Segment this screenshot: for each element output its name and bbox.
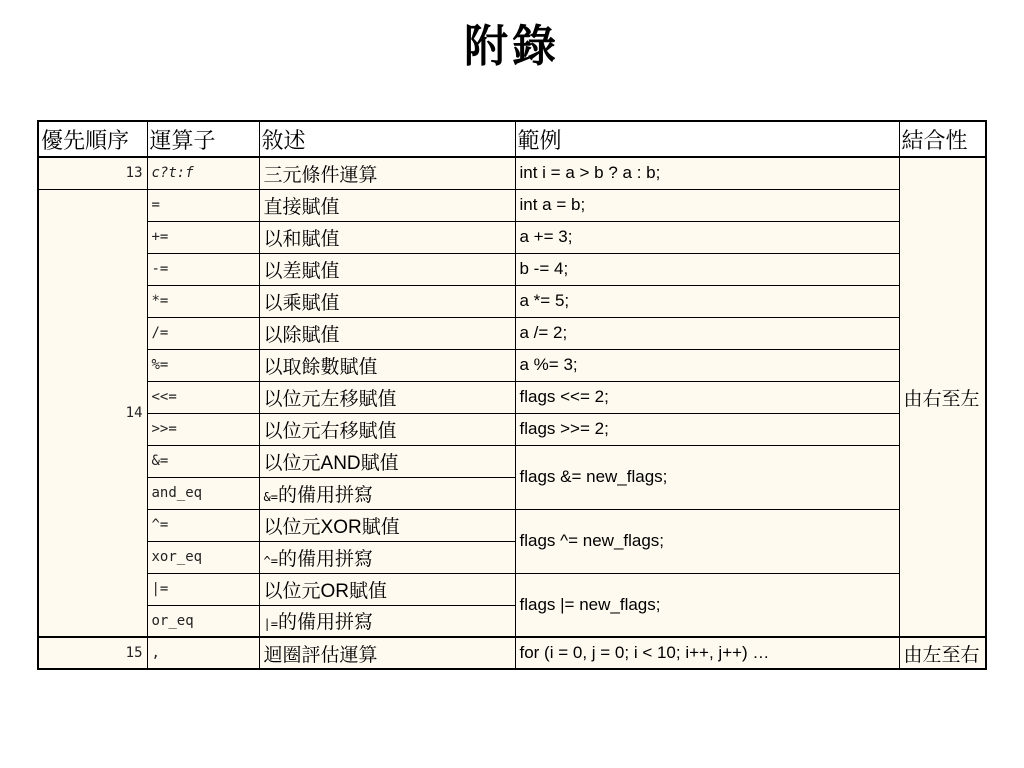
example-cell: flags &= new_flags; bbox=[515, 445, 899, 509]
operator-cell: -= bbox=[147, 253, 259, 285]
operator-cell: ^= bbox=[147, 509, 259, 541]
operator-cell: or_eq bbox=[147, 605, 259, 637]
description-suffix: 賦值 bbox=[360, 451, 399, 474]
operator-cell: >>= bbox=[147, 413, 259, 445]
example-cell: flags >>= 2; bbox=[515, 413, 899, 445]
description-suffix: 賦值 bbox=[361, 515, 400, 538]
operator-cell: %= bbox=[147, 349, 259, 381]
description-cell bbox=[259, 605, 515, 637]
priority-cell: 13 bbox=[38, 157, 147, 189]
description-keyword: OR bbox=[320, 580, 350, 602]
description-cell: 三元條件運算 bbox=[259, 157, 515, 189]
description-cell: 以和賦值 bbox=[259, 221, 515, 253]
example-cell: a %= 3; bbox=[515, 349, 899, 381]
table-row bbox=[38, 413, 986, 445]
operator-cell: = bbox=[147, 189, 259, 221]
header-description: 敘述 bbox=[259, 121, 515, 157]
operator-cell: <<= bbox=[147, 381, 259, 413]
description-cell: 以除賦值 bbox=[259, 317, 515, 349]
description-keyword: XOR bbox=[320, 516, 362, 538]
description-code: ^= bbox=[263, 553, 278, 568]
table-row bbox=[38, 189, 986, 221]
description-cell: 直接賦值 bbox=[259, 189, 515, 221]
operator-cell: += bbox=[147, 221, 259, 253]
header-example: 範例 bbox=[515, 121, 899, 157]
example-cell: b -= 4; bbox=[515, 253, 899, 285]
associativity-cell: 由右至左 bbox=[899, 157, 986, 637]
table-row bbox=[38, 573, 986, 605]
header-priority: 優先順序 bbox=[38, 121, 147, 157]
description-cell: 迴圈評估運算 bbox=[259, 637, 515, 669]
description-suffix: 的備用拼寫 bbox=[277, 611, 373, 634]
description-prefix: 以位元 bbox=[263, 451, 321, 474]
operator-cell: &= bbox=[147, 445, 259, 477]
operator-cell: xor_eq bbox=[147, 541, 259, 573]
description-cell: 以差賦值 bbox=[259, 253, 515, 285]
description-suffix: 的備用拼寫 bbox=[277, 483, 373, 506]
header-operator: 運算子 bbox=[147, 121, 259, 157]
priority-cell: 15 bbox=[38, 637, 147, 669]
description-cell bbox=[259, 509, 515, 541]
description-cell bbox=[259, 573, 515, 605]
table-row bbox=[38, 253, 986, 285]
description-suffix: 的備用拼寫 bbox=[277, 547, 373, 570]
example-cell: int a = b; bbox=[515, 189, 899, 221]
operator-cell: c?t:f bbox=[147, 157, 259, 189]
description-cell: 以位元左移賦值 bbox=[259, 381, 515, 413]
table-row bbox=[38, 317, 986, 349]
table-row bbox=[38, 285, 986, 317]
example-cell: a /= 2; bbox=[515, 317, 899, 349]
description-cell: 以取餘數賦值 bbox=[259, 349, 515, 381]
description-suffix: 賦值 bbox=[349, 579, 388, 602]
operator-cell: /= bbox=[147, 317, 259, 349]
example-cell: a *= 5; bbox=[515, 285, 899, 317]
priority-cell: 14 bbox=[38, 189, 147, 637]
table-row bbox=[38, 509, 986, 541]
table-row bbox=[38, 349, 986, 381]
example-cell: for (i = 0, j = 0; i < 10; i++, j++) … bbox=[515, 637, 899, 669]
description-cell bbox=[259, 541, 515, 573]
table-row bbox=[38, 637, 986, 669]
description-code: &= bbox=[263, 489, 278, 504]
table-row bbox=[38, 221, 986, 253]
operator-cell: , bbox=[147, 637, 259, 669]
example-cell: flags <<= 2; bbox=[515, 381, 899, 413]
page-title: 附錄 bbox=[464, 21, 560, 72]
operator-cell: *= bbox=[147, 285, 259, 317]
description-cell bbox=[259, 445, 515, 477]
description-prefix: 以位元 bbox=[263, 579, 321, 602]
table-row bbox=[38, 381, 986, 413]
header-row bbox=[38, 121, 986, 157]
example-cell: a += 3; bbox=[515, 221, 899, 253]
example-cell: int i = a > b ? a : b; bbox=[515, 157, 899, 189]
header-associativity: 結合性 bbox=[899, 121, 986, 157]
example-cell: flags ^= new_flags; bbox=[515, 509, 899, 573]
description-cell: 以位元右移賦值 bbox=[259, 413, 515, 445]
description-code: |= bbox=[263, 617, 278, 632]
description-cell bbox=[259, 477, 515, 509]
table-row bbox=[38, 157, 986, 189]
description-cell: 以乘賦值 bbox=[259, 285, 515, 317]
example-cell: flags |= new_flags; bbox=[515, 573, 899, 637]
operator-precedence-table bbox=[37, 120, 987, 670]
description-prefix: 以位元 bbox=[263, 515, 321, 538]
operator-cell: and_eq bbox=[147, 477, 259, 509]
operator-cell: |= bbox=[147, 573, 259, 605]
associativity-cell: 由左至右 bbox=[899, 637, 986, 669]
description-keyword: AND bbox=[320, 452, 361, 474]
table-row bbox=[38, 445, 986, 477]
